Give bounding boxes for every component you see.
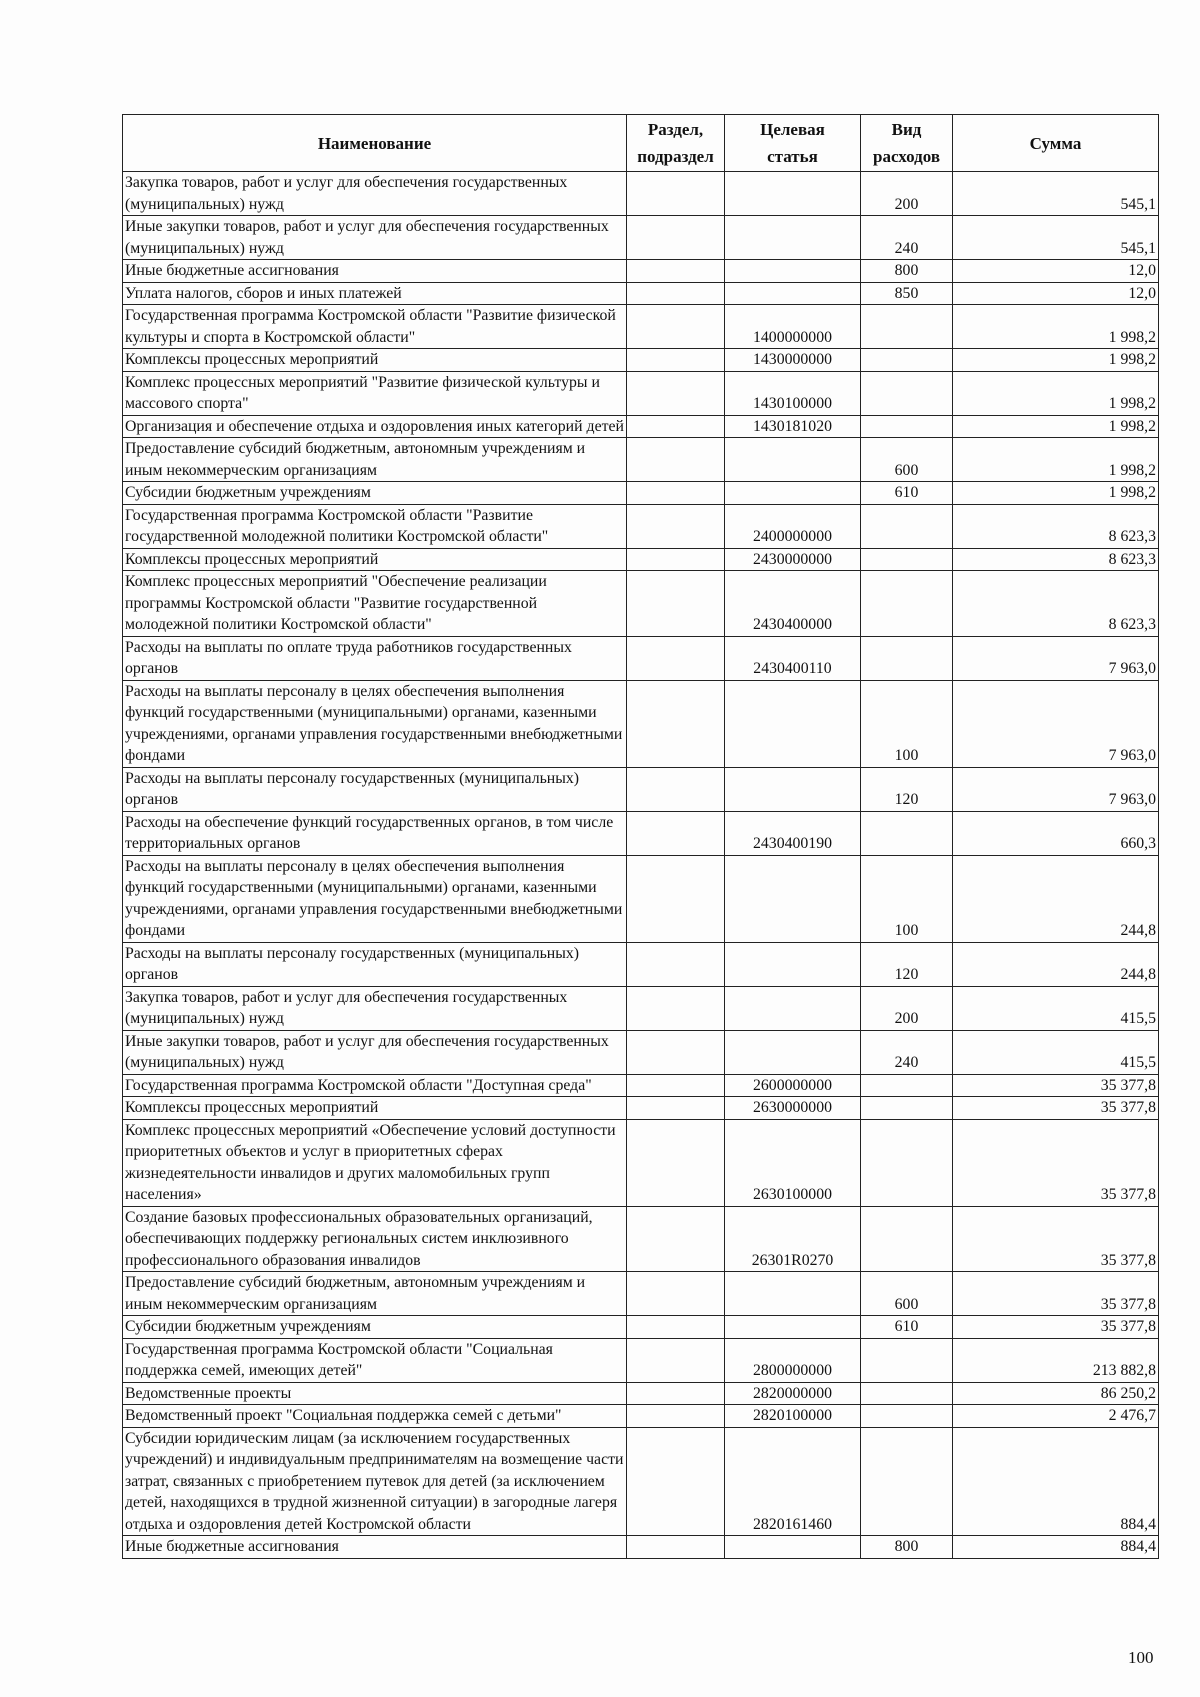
row-sum: 8 623,3 bbox=[953, 504, 1159, 548]
row-sum: 35 377,8 bbox=[953, 1316, 1159, 1339]
row-sum: 545,1 bbox=[953, 172, 1159, 216]
table-row bbox=[123, 636, 1159, 680]
row-type bbox=[861, 1206, 953, 1272]
header-target: Целевая статья bbox=[725, 115, 861, 172]
table-row bbox=[123, 1338, 1159, 1382]
row-sum: 415,5 bbox=[953, 986, 1159, 1030]
row-sum: 7 963,0 bbox=[953, 767, 1159, 811]
row-name: Закупка товаров, работ и услуг для обеспечения государственных (муниципальных) нужд bbox=[123, 172, 627, 216]
row-type: 600 bbox=[861, 1272, 953, 1316]
row-target: 2430400190 bbox=[725, 811, 861, 855]
row-section bbox=[627, 548, 725, 571]
row-type bbox=[861, 1119, 953, 1206]
table-row bbox=[123, 942, 1159, 986]
row-sum: 35 377,8 bbox=[953, 1206, 1159, 1272]
row-type: 120 bbox=[861, 942, 953, 986]
table-row bbox=[123, 811, 1159, 855]
row-sum: 884,4 bbox=[953, 1536, 1159, 1559]
row-section bbox=[627, 1382, 725, 1405]
row-target: 2820000000 bbox=[725, 1382, 861, 1405]
row-target bbox=[725, 438, 861, 482]
row-sum: 8 623,3 bbox=[953, 548, 1159, 571]
row-section bbox=[627, 942, 725, 986]
table-row bbox=[123, 482, 1159, 505]
row-name: Комплекс процессных мероприятий "Развитие физической культуры и массового спорта" bbox=[123, 371, 627, 415]
row-target bbox=[725, 942, 861, 986]
row-type bbox=[861, 504, 953, 548]
row-name: Государственная программа Костромской области "Доступная среда" bbox=[123, 1074, 627, 1097]
row-name: Организация и обеспечение отдыха и оздоровления иных категорий детей bbox=[123, 415, 627, 438]
row-section bbox=[627, 415, 725, 438]
row-name: Расходы на выплаты персоналу в целях обеспечения выполнения функций государственными (муниципальными) органами, казенными учреждениями, органами управления государственными внебюджетными фондами bbox=[123, 855, 627, 942]
table-row bbox=[123, 986, 1159, 1030]
table-row bbox=[123, 680, 1159, 767]
row-name: Комплекс процессных мероприятий «Обеспечение условий доступности приоритетных объектов и услуг в приоритетных сферах жизнедеятельности инвалидов и других маломобильных групп населения» bbox=[123, 1119, 627, 1206]
row-section bbox=[627, 1074, 725, 1097]
row-sum: 7 963,0 bbox=[953, 636, 1159, 680]
row-type: 200 bbox=[861, 172, 953, 216]
row-name: Иные закупки товаров, работ и услуг для обеспечения государственных (муниципальных) нужд bbox=[123, 216, 627, 260]
row-sum: 1 998,2 bbox=[953, 305, 1159, 349]
row-type bbox=[861, 1427, 953, 1536]
row-type: 200 bbox=[861, 986, 953, 1030]
table-row bbox=[123, 371, 1159, 415]
row-type: 850 bbox=[861, 282, 953, 305]
header-name: Наименование bbox=[123, 115, 627, 172]
row-sum: 35 377,8 bbox=[953, 1119, 1159, 1206]
table-row bbox=[123, 548, 1159, 571]
table-row bbox=[123, 1206, 1159, 1272]
row-name: Субсидии юридическим лицам (за исключением государственных учреждений) и индивидуальным предпринимателям на возмещение части затрат, связанных с приобретением путевок для детей (за исключением детей, находящихся в трудной жизненной ситуации) в загородные лагеря отдыха и оздоровления детей Костромской области bbox=[123, 1427, 627, 1536]
row-section bbox=[627, 260, 725, 283]
table-row bbox=[123, 415, 1159, 438]
row-name: Расходы на выплаты персоналу государственных (муниципальных) органов bbox=[123, 767, 627, 811]
row-section bbox=[627, 1405, 725, 1428]
row-name: Расходы на выплаты персоналу государственных (муниципальных) органов bbox=[123, 942, 627, 986]
table-row bbox=[123, 216, 1159, 260]
row-section bbox=[627, 1427, 725, 1536]
table-row bbox=[123, 438, 1159, 482]
row-name: Комплексы процессных мероприятий bbox=[123, 548, 627, 571]
row-sum: 884,4 bbox=[953, 1427, 1159, 1536]
row-target bbox=[725, 986, 861, 1030]
row-sum: 86 250,2 bbox=[953, 1382, 1159, 1405]
row-section bbox=[627, 371, 725, 415]
budget-table bbox=[122, 114, 1159, 1559]
row-type bbox=[861, 1338, 953, 1382]
row-sum: 2 476,7 bbox=[953, 1405, 1159, 1428]
row-name: Предоставление субсидий бюджетным, автономным учреждениям и иным некоммерческим организациям bbox=[123, 438, 627, 482]
row-target: 2800000000 bbox=[725, 1338, 861, 1382]
row-target: 26301R0270 bbox=[725, 1206, 861, 1272]
row-sum: 8 623,3 bbox=[953, 571, 1159, 637]
header-sum: Сумма bbox=[953, 115, 1159, 172]
row-target bbox=[725, 855, 861, 942]
row-section bbox=[627, 767, 725, 811]
table-row bbox=[123, 1030, 1159, 1074]
row-section bbox=[627, 986, 725, 1030]
row-name: Комплекс процессных мероприятий "Обеспечение реализации программы Костромской области "Развитие государственной молодежной политики Костромской области" bbox=[123, 571, 627, 637]
row-section bbox=[627, 504, 725, 548]
row-type: 800 bbox=[861, 1536, 953, 1559]
table-row bbox=[123, 1382, 1159, 1405]
row-target: 1430000000 bbox=[725, 349, 861, 372]
row-section bbox=[627, 349, 725, 372]
row-sum: 12,0 bbox=[953, 282, 1159, 305]
table-row bbox=[123, 504, 1159, 548]
row-target: 1400000000 bbox=[725, 305, 861, 349]
row-section bbox=[627, 482, 725, 505]
row-name: Государственная программа Костромской области "Развитие государственной молодежной политики Костромской области" bbox=[123, 504, 627, 548]
row-target: 2430400000 bbox=[725, 571, 861, 637]
row-section bbox=[627, 216, 725, 260]
row-sum: 244,8 bbox=[953, 942, 1159, 986]
row-name: Иные закупки товаров, работ и услуг для обеспечения государственных (муниципальных) нужд bbox=[123, 1030, 627, 1074]
row-target: 2430400110 bbox=[725, 636, 861, 680]
table-row bbox=[123, 1074, 1159, 1097]
row-name: Предоставление субсидий бюджетным, автономным учреждениям и иным некоммерческим организациям bbox=[123, 1272, 627, 1316]
row-type: 800 bbox=[861, 260, 953, 283]
row-name: Субсидии бюджетным учреждениям bbox=[123, 1316, 627, 1339]
row-section bbox=[627, 1119, 725, 1206]
row-section bbox=[627, 1030, 725, 1074]
row-name: Государственная программа Костромской области "Социальная поддержка семей, имеющих детей" bbox=[123, 1338, 627, 1382]
row-type bbox=[861, 371, 953, 415]
row-type bbox=[861, 349, 953, 372]
row-target bbox=[725, 282, 861, 305]
table-row bbox=[123, 767, 1159, 811]
row-section bbox=[627, 1536, 725, 1559]
table-row bbox=[123, 571, 1159, 637]
row-type bbox=[861, 1097, 953, 1120]
row-target: 2820161460 bbox=[725, 1427, 861, 1536]
row-section bbox=[627, 1338, 725, 1382]
row-target: 2630000000 bbox=[725, 1097, 861, 1120]
row-target bbox=[725, 172, 861, 216]
row-sum: 1 998,2 bbox=[953, 415, 1159, 438]
row-target bbox=[725, 767, 861, 811]
row-name: Уплата налогов, сборов и иных платежей bbox=[123, 282, 627, 305]
row-type bbox=[861, 811, 953, 855]
row-sum: 545,1 bbox=[953, 216, 1159, 260]
row-sum: 415,5 bbox=[953, 1030, 1159, 1074]
table-row bbox=[123, 1272, 1159, 1316]
row-name: Комплексы процессных мероприятий bbox=[123, 349, 627, 372]
row-sum: 35 377,8 bbox=[953, 1074, 1159, 1097]
row-sum: 1 998,2 bbox=[953, 371, 1159, 415]
table-row bbox=[123, 349, 1159, 372]
table-row bbox=[123, 172, 1159, 216]
row-section bbox=[627, 1272, 725, 1316]
row-name: Создание базовых профессиональных образовательных организаций, обеспечивающих поддержку региональных систем инклюзивного профессионального образования инвалидов bbox=[123, 1206, 627, 1272]
table-row bbox=[123, 305, 1159, 349]
row-type bbox=[861, 415, 953, 438]
table-header-row bbox=[123, 115, 1159, 172]
row-sum: 7 963,0 bbox=[953, 680, 1159, 767]
row-section bbox=[627, 1206, 725, 1272]
row-section bbox=[627, 811, 725, 855]
row-name: Ведомственные проекты bbox=[123, 1382, 627, 1405]
row-name: Субсидии бюджетным учреждениям bbox=[123, 482, 627, 505]
row-section bbox=[627, 680, 725, 767]
row-section bbox=[627, 855, 725, 942]
row-target: 2820100000 bbox=[725, 1405, 861, 1428]
row-section bbox=[627, 172, 725, 216]
row-section bbox=[627, 282, 725, 305]
row-target bbox=[725, 1030, 861, 1074]
row-target bbox=[725, 1316, 861, 1339]
row-type: 600 bbox=[861, 438, 953, 482]
row-type bbox=[861, 1074, 953, 1097]
table-row bbox=[123, 855, 1159, 942]
table-row bbox=[123, 1427, 1159, 1536]
row-target bbox=[725, 1272, 861, 1316]
row-section bbox=[627, 571, 725, 637]
row-target: 2630100000 bbox=[725, 1119, 861, 1206]
row-type bbox=[861, 636, 953, 680]
row-name: Государственная программа Костромской области "Развитие физической культуры и спорта в Костромской области" bbox=[123, 305, 627, 349]
row-target bbox=[725, 482, 861, 505]
row-sum: 213 882,8 bbox=[953, 1338, 1159, 1382]
table-row bbox=[123, 260, 1159, 283]
row-name: Расходы на выплаты по оплате труда работников государственных органов bbox=[123, 636, 627, 680]
row-section bbox=[627, 1316, 725, 1339]
table-row bbox=[123, 1536, 1159, 1559]
header-section: Раздел, подраздел bbox=[627, 115, 725, 172]
page-number: 100 bbox=[1128, 1648, 1154, 1667]
row-name: Расходы на обеспечение функций государственных органов, в том числе территориальных органов bbox=[123, 811, 627, 855]
row-section bbox=[627, 438, 725, 482]
row-section bbox=[627, 305, 725, 349]
row-target bbox=[725, 680, 861, 767]
row-target: 2430000000 bbox=[725, 548, 861, 571]
row-name: Закупка товаров, работ и услуг для обеспечения государственных (муниципальных) нужд bbox=[123, 986, 627, 1030]
row-section bbox=[627, 1097, 725, 1120]
row-target bbox=[725, 1536, 861, 1559]
row-target: 1430181020 bbox=[725, 415, 861, 438]
row-name: Иные бюджетные ассигнования bbox=[123, 260, 627, 283]
row-target: 2600000000 bbox=[725, 1074, 861, 1097]
row-type bbox=[861, 1405, 953, 1428]
row-type bbox=[861, 1382, 953, 1405]
row-type bbox=[861, 571, 953, 637]
table-row bbox=[123, 282, 1159, 305]
row-type: 240 bbox=[861, 1030, 953, 1074]
row-sum: 1 998,2 bbox=[953, 482, 1159, 505]
row-type bbox=[861, 548, 953, 571]
row-sum: 244,8 bbox=[953, 855, 1159, 942]
row-name: Расходы на выплаты персоналу в целях обеспечения выполнения функций государственными (муниципальными) органами, казенными учреждениями, органами управления государственными внебюджетными фондами bbox=[123, 680, 627, 767]
row-name: Иные бюджетные ассигнования bbox=[123, 1536, 627, 1559]
row-type: 610 bbox=[861, 482, 953, 505]
row-name: Комплексы процессных мероприятий bbox=[123, 1097, 627, 1120]
row-sum: 35 377,8 bbox=[953, 1097, 1159, 1120]
table-row bbox=[123, 1119, 1159, 1206]
row-target bbox=[725, 260, 861, 283]
row-target: 2400000000 bbox=[725, 504, 861, 548]
row-sum: 1 998,2 bbox=[953, 349, 1159, 372]
row-sum: 12,0 bbox=[953, 260, 1159, 283]
table-row bbox=[123, 1097, 1159, 1120]
header-type: Вид расходов bbox=[861, 115, 953, 172]
row-sum: 1 998,2 bbox=[953, 438, 1159, 482]
row-target: 1430100000 bbox=[725, 371, 861, 415]
row-type: 100 bbox=[861, 855, 953, 942]
row-type bbox=[861, 305, 953, 349]
row-target bbox=[725, 216, 861, 260]
row-type: 100 bbox=[861, 680, 953, 767]
row-sum: 35 377,8 bbox=[953, 1272, 1159, 1316]
table-row bbox=[123, 1316, 1159, 1339]
row-type: 610 bbox=[861, 1316, 953, 1339]
row-type: 240 bbox=[861, 216, 953, 260]
row-name: Ведомственный проект "Социальная поддержка семей с детьми" bbox=[123, 1405, 627, 1428]
table-row bbox=[123, 1405, 1159, 1428]
row-section bbox=[627, 636, 725, 680]
row-sum: 660,3 bbox=[953, 811, 1159, 855]
row-type: 120 bbox=[861, 767, 953, 811]
